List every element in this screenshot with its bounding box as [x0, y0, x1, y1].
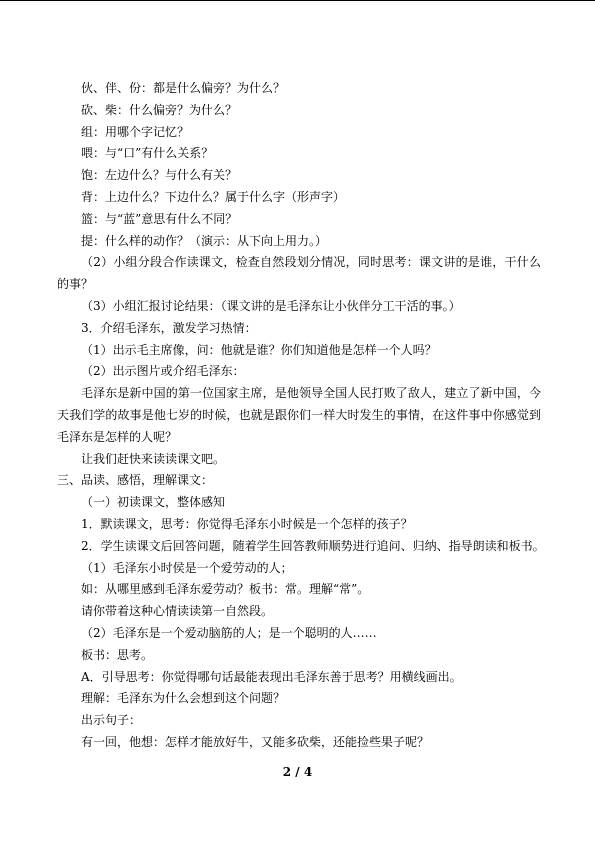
text-line: 出示句子：: [81, 713, 142, 728]
text-line: 提：什么样的动作？（演示：从下向上用力。）: [81, 233, 328, 248]
text-line: 2．学生读课文后回答问题，随着学生回答教师顺势进行追问、归纳、指导朗读和板书。: [81, 538, 545, 553]
text-paragraph: （2）小组分段合作读课文，检查自然段划分情况，同时思考：课文讲的是谁，干什么的事？: [57, 255, 541, 292]
text-line: （2）出示图片或介绍毛泽东：: [81, 364, 245, 379]
text-line: 3．介绍毛泽东，激发学习热情：: [81, 320, 257, 335]
document-body: [57, 78, 545, 754]
page-number: 2 / 4: [282, 765, 313, 779]
text-line: （1）毛泽东小时侯是一个爱劳动的人；: [81, 560, 293, 575]
text-line: 背：上边什么？下边什么？属于什么字（形声字）: [81, 189, 346, 204]
text-line: 理解：毛泽东为什么会想到这个问题？: [81, 691, 286, 706]
text-line: 1．默读课文，思考：你觉得毛泽东小时候是一个怎样的孩子？: [81, 516, 413, 531]
text-line: 让我们赶快来读读课文吧。: [81, 451, 226, 466]
text-line: 砍、柴：什么偏旁？为什么？: [81, 102, 238, 117]
text-line: 请你带着这种心情读读第一自然段。: [81, 604, 274, 619]
header-rule: [0, 0, 595, 1]
text-line: 伙、伴、份：都是什么偏旁？为什么？: [81, 81, 286, 95]
text-line: 有一回，他想：怎样才能放好牛，又能多砍柴，还能捡些果子呢？: [81, 734, 430, 749]
text-line: （3）小组汇报讨论结果：（课文讲的是毛泽东让小伙伴分工干活的事。）: [81, 298, 461, 313]
text-line: （1）出示毛主席像，问：他就是谁？你们知道他是怎样一个人吗？: [81, 342, 437, 357]
text-line: （2）毛泽东是一个爱动脑筋的人；是一个聪明的人……: [81, 625, 377, 640]
text-line: 板书：思考。: [81, 647, 154, 662]
text-line: 篮：与“蓝”意思有什么不同？: [81, 211, 238, 226]
section-heading: 三、品读、感悟，理解课文：: [57, 473, 214, 488]
subsection-heading: （一）初读课文，整体感知: [81, 495, 226, 510]
text-line: 饱：左边什么？与什么有关？: [81, 168, 238, 183]
text-line: 如：从哪里感到毛泽东爱劳动？板书：常。理解“常”。: [81, 582, 370, 597]
text-paragraph: 毛泽东是新中国的第一位国家主席，是他领导全国人民打败了敌人，建立了新中国，今天我们学的故事是他七岁的时候，也就是跟你们一样大时发生的事情，在这件事中你感觉到毛泽东是怎样的人呢？: [57, 386, 541, 444]
text-line: A．引导思考：你觉得哪句话最能表现出毛泽东善于思考？用横线画出。: [81, 669, 462, 684]
text-line: 组：用哪个字记忆？: [81, 124, 190, 139]
text-line: 喂：与“口”有什么关系？: [81, 146, 214, 161]
